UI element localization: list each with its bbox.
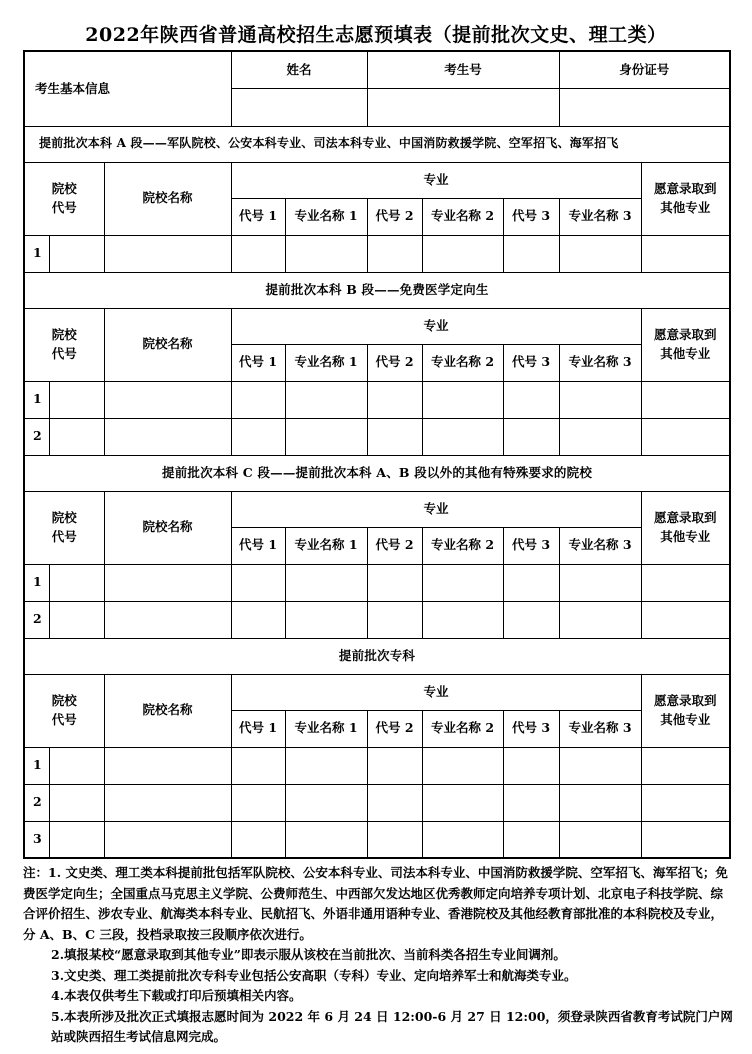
major-name-2-cell[interactable] bbox=[422, 418, 503, 455]
major-code-3-cell[interactable] bbox=[503, 601, 559, 638]
school-code-header-line: 代号 bbox=[51, 345, 77, 361]
major-name-1-header: 专业名称 1 bbox=[285, 198, 367, 235]
table-row bbox=[24, 821, 730, 858]
major-code-2-header: 代号 2 bbox=[367, 527, 422, 564]
school-code-header bbox=[24, 491, 104, 564]
willing-other-major-header bbox=[641, 308, 730, 381]
school-name-cell[interactable] bbox=[104, 564, 231, 601]
school-code-header-line: 院校 bbox=[51, 510, 77, 526]
school-code-header bbox=[24, 674, 104, 747]
major-code-1-cell[interactable] bbox=[231, 821, 285, 858]
major-name-3-cell[interactable] bbox=[559, 418, 641, 455]
row-number: 1 bbox=[24, 235, 49, 272]
willing-header-line: 其他专业 bbox=[660, 199, 711, 215]
major-code-1-header: 代号 1 bbox=[231, 710, 285, 747]
major-code-2-cell[interactable] bbox=[367, 747, 422, 784]
school-code-cell[interactable] bbox=[49, 235, 104, 272]
school-code-header-line: 院校 bbox=[51, 693, 77, 709]
school-code-header-line: 代号 bbox=[51, 711, 77, 727]
school-name-cell[interactable] bbox=[104, 821, 231, 858]
willing-header-line: 愿意录取到 bbox=[654, 693, 717, 709]
major-name-1-cell[interactable] bbox=[285, 601, 367, 638]
willing-other-major-header bbox=[641, 674, 730, 747]
school-name-header: 院校名称 bbox=[104, 674, 231, 747]
willing-other-major-cell[interactable] bbox=[641, 381, 730, 418]
section-title: 提前批次专科 bbox=[24, 638, 730, 674]
willing-other-major-header bbox=[641, 162, 730, 235]
major-name-2-cell[interactable] bbox=[422, 821, 503, 858]
major-code-2-cell[interactable] bbox=[367, 784, 422, 821]
school-code-cell[interactable] bbox=[49, 747, 104, 784]
school-name-header: 院校名称 bbox=[104, 162, 231, 235]
major-code-3-header: 代号 3 bbox=[503, 198, 559, 235]
major-name-2-cell[interactable] bbox=[422, 381, 503, 418]
major-code-3-header: 代号 3 bbox=[503, 344, 559, 381]
table-row bbox=[24, 747, 730, 784]
major-name-1-cell[interactable] bbox=[285, 747, 367, 784]
school-name-cell[interactable] bbox=[104, 601, 231, 638]
major-name-3-cell[interactable] bbox=[559, 601, 641, 638]
major-header: 专业 bbox=[231, 491, 641, 527]
major-code-2-header: 代号 2 bbox=[367, 344, 422, 381]
willing-other-major-cell[interactable] bbox=[641, 418, 730, 455]
section-title: 提前批次本科 A 段——军队院校、公安本科专业、司法本科专业、中国消防救援学院、空军招飞、海军招飞 bbox=[24, 126, 730, 162]
willing-header-line: 其他专业 bbox=[660, 528, 711, 544]
table-row bbox=[24, 601, 730, 638]
major-name-3-header: 专业名称 3 bbox=[559, 527, 641, 564]
school-name-cell[interactable] bbox=[104, 381, 231, 418]
school-name-cell[interactable] bbox=[104, 747, 231, 784]
exam-number-label: 考生号 bbox=[367, 51, 559, 88]
major-name-3-cell[interactable] bbox=[559, 747, 641, 784]
major-name-2-cell[interactable] bbox=[422, 784, 503, 821]
note-4: 4.本表仅供考生下载或打印后预填相关内容。 bbox=[51, 988, 302, 1003]
school-code-cell[interactable] bbox=[49, 601, 104, 638]
willing-other-major-cell[interactable] bbox=[641, 564, 730, 601]
school-code-cell[interactable] bbox=[49, 784, 104, 821]
major-code-1-cell[interactable] bbox=[231, 747, 285, 784]
id-number-input[interactable] bbox=[559, 88, 730, 126]
row-number: 3 bbox=[24, 821, 49, 858]
school-name-cell[interactable] bbox=[104, 784, 231, 821]
major-name-1-header: 专业名称 1 bbox=[285, 710, 367, 747]
major-name-1-cell[interactable] bbox=[285, 235, 367, 272]
note-3: 3.文史类、理工类提前批次专科专业包括公安高职（专科）专业、定向培养军士和航海类专业。 bbox=[51, 967, 577, 983]
major-header: 专业 bbox=[231, 674, 641, 710]
school-code-header-line: 代号 bbox=[51, 528, 77, 544]
major-code-3-header: 代号 3 bbox=[503, 710, 559, 747]
major-name-2-header: 专业名称 2 bbox=[422, 710, 503, 747]
application-form-table bbox=[23, 50, 731, 859]
major-code-3-header: 代号 3 bbox=[503, 527, 559, 564]
major-code-2-cell[interactable] bbox=[367, 601, 422, 638]
note-2: 2.填报某校“愿意录取到其他专业”即表示服从该校在当前批次、当前科类各招生专业间调剂。 bbox=[51, 947, 566, 962]
willing-other-major-cell[interactable] bbox=[641, 747, 730, 784]
school-code-header bbox=[24, 162, 104, 235]
table-row bbox=[24, 418, 730, 455]
school-code-cell[interactable] bbox=[49, 418, 104, 455]
major-name-2-header: 专业名称 2 bbox=[422, 198, 503, 235]
school-name-header: 院校名称 bbox=[104, 491, 231, 564]
major-code-3-cell[interactable] bbox=[503, 784, 559, 821]
major-name-3-cell[interactable] bbox=[559, 784, 641, 821]
table-row bbox=[24, 564, 730, 601]
school-code-header bbox=[24, 308, 104, 381]
major-code-1-cell[interactable] bbox=[231, 235, 285, 272]
major-name-2-cell[interactable] bbox=[422, 747, 503, 784]
willing-header-line: 愿意录取到 bbox=[654, 327, 717, 343]
exam-number-input[interactable] bbox=[367, 88, 559, 126]
table-row bbox=[24, 784, 730, 821]
major-name-2-header: 专业名称 2 bbox=[422, 344, 503, 381]
willing-other-major-cell[interactable] bbox=[641, 235, 730, 272]
school-code-header-line: 院校 bbox=[51, 327, 77, 343]
major-name-3-header: 专业名称 3 bbox=[559, 344, 641, 381]
major-code-2-cell[interactable] bbox=[367, 821, 422, 858]
school-code-cell[interactable] bbox=[49, 564, 104, 601]
major-code-2-cell[interactable] bbox=[367, 564, 422, 601]
major-name-3-cell[interactable] bbox=[559, 235, 641, 272]
major-code-1-header: 代号 1 bbox=[231, 198, 285, 235]
name-input[interactable] bbox=[231, 88, 367, 126]
major-code-1-cell[interactable] bbox=[231, 784, 285, 821]
major-code-1-cell[interactable] bbox=[231, 381, 285, 418]
row-number: 2 bbox=[24, 601, 49, 638]
school-code-header-line: 院校 bbox=[51, 181, 77, 197]
major-code-3-cell[interactable] bbox=[503, 235, 559, 272]
major-name-2-cell[interactable] bbox=[422, 235, 503, 272]
major-code-3-cell[interactable] bbox=[503, 747, 559, 784]
school-name-cell[interactable] bbox=[104, 418, 231, 455]
table-row bbox=[24, 381, 730, 418]
school-name-header: 院校名称 bbox=[104, 308, 231, 381]
major-name-2-cell[interactable] bbox=[422, 601, 503, 638]
note-1: 注：1. 文史类、理工类本科提前批包括军队院校、公安本科专业、司法本科专业、中国消防救援学院、空军招飞、海军招飞；免费医学定向生；全国重点马克思主义学院、公费师范生、中西部欠发达地区优秀教师定向培养专项计划、北京电子科技学院、综合评价招生、涉农专业、航海类本科专业、民航招飞、外语非通用语种专业、香港院校及其他经教育部批准的本科院校及专业，分 A、B、C 三段，投档录取按三段顺序依次进行。 bbox=[23, 865, 728, 942]
major-name-3-cell[interactable] bbox=[559, 564, 641, 601]
major-name-2-header: 专业名称 2 bbox=[422, 527, 503, 564]
major-code-2-cell[interactable] bbox=[367, 235, 422, 272]
major-code-1-cell[interactable] bbox=[231, 601, 285, 638]
school-code-cell[interactable] bbox=[49, 821, 104, 858]
willing-header-line: 愿意录取到 bbox=[654, 510, 717, 526]
row-number: 2 bbox=[24, 418, 49, 455]
major-code-2-cell[interactable] bbox=[367, 381, 422, 418]
willing-header-line: 其他专业 bbox=[660, 345, 711, 361]
major-code-1-header: 代号 1 bbox=[231, 344, 285, 381]
major-name-1-cell[interactable] bbox=[285, 418, 367, 455]
major-code-1-cell[interactable] bbox=[231, 564, 285, 601]
major-code-1-header: 代号 1 bbox=[231, 527, 285, 564]
willing-other-major-cell[interactable] bbox=[641, 784, 730, 821]
major-header: 专业 bbox=[231, 162, 641, 198]
major-code-2-cell[interactable] bbox=[367, 418, 422, 455]
table-row bbox=[24, 235, 730, 272]
section-title: 提前批次本科 B 段——免费医学定向生 bbox=[24, 272, 730, 308]
willing-other-major-header bbox=[641, 491, 730, 564]
major-name-3-header: 专业名称 3 bbox=[559, 710, 641, 747]
major-name-1-cell[interactable] bbox=[285, 381, 367, 418]
school-name-cell[interactable] bbox=[104, 235, 231, 272]
willing-header-line: 愿意录取到 bbox=[654, 181, 717, 197]
major-code-1-cell[interactable] bbox=[231, 418, 285, 455]
page-title: 2022年陕西省普通高校招生志愿预填表（提前批次文史、理工类） bbox=[85, 24, 667, 46]
major-name-1-header: 专业名称 1 bbox=[285, 527, 367, 564]
willing-other-major-cell[interactable] bbox=[641, 601, 730, 638]
row-number: 2 bbox=[24, 784, 49, 821]
school-code-cell[interactable] bbox=[49, 381, 104, 418]
major-name-1-cell[interactable] bbox=[285, 784, 367, 821]
major-header: 专业 bbox=[231, 308, 641, 344]
major-name-1-header: 专业名称 1 bbox=[285, 344, 367, 381]
school-code-header-line: 代号 bbox=[51, 199, 77, 215]
willing-header-line: 其他专业 bbox=[660, 711, 711, 727]
basic-info-label: 考生基本信息 bbox=[24, 51, 231, 126]
major-code-2-header: 代号 2 bbox=[367, 198, 422, 235]
willing-other-major-cell[interactable] bbox=[641, 821, 730, 858]
major-name-2-cell[interactable] bbox=[422, 564, 503, 601]
note-5: 5.本表所涉及批次正式填报志愿时间为 2022 年 6 月 24 日 12:00-6 月 27 日 12:00，须登录陕西省教育考试院门户网站或陕西招生考试信息网完成。 bbox=[51, 1008, 733, 1044]
row-number: 1 bbox=[24, 381, 49, 418]
name-label: 姓名 bbox=[231, 51, 367, 88]
section-title: 提前批次本科 C 段——提前批次本科 A、B 段以外的其他有特殊要求的院校 bbox=[24, 455, 730, 491]
row-number: 1 bbox=[24, 747, 49, 784]
notes bbox=[23, 863, 735, 1048]
major-name-3-cell[interactable] bbox=[559, 821, 641, 858]
major-name-1-cell[interactable] bbox=[285, 821, 367, 858]
major-code-3-cell[interactable] bbox=[503, 821, 559, 858]
major-name-3-cell[interactable] bbox=[559, 381, 641, 418]
major-code-3-cell[interactable] bbox=[503, 564, 559, 601]
row-number: 1 bbox=[24, 564, 49, 601]
major-code-3-cell[interactable] bbox=[503, 418, 559, 455]
id-number-label: 身份证号 bbox=[559, 51, 730, 88]
major-code-3-cell[interactable] bbox=[503, 381, 559, 418]
major-code-2-header: 代号 2 bbox=[367, 710, 422, 747]
major-name-1-cell[interactable] bbox=[285, 564, 367, 601]
major-name-3-header: 专业名称 3 bbox=[559, 198, 641, 235]
